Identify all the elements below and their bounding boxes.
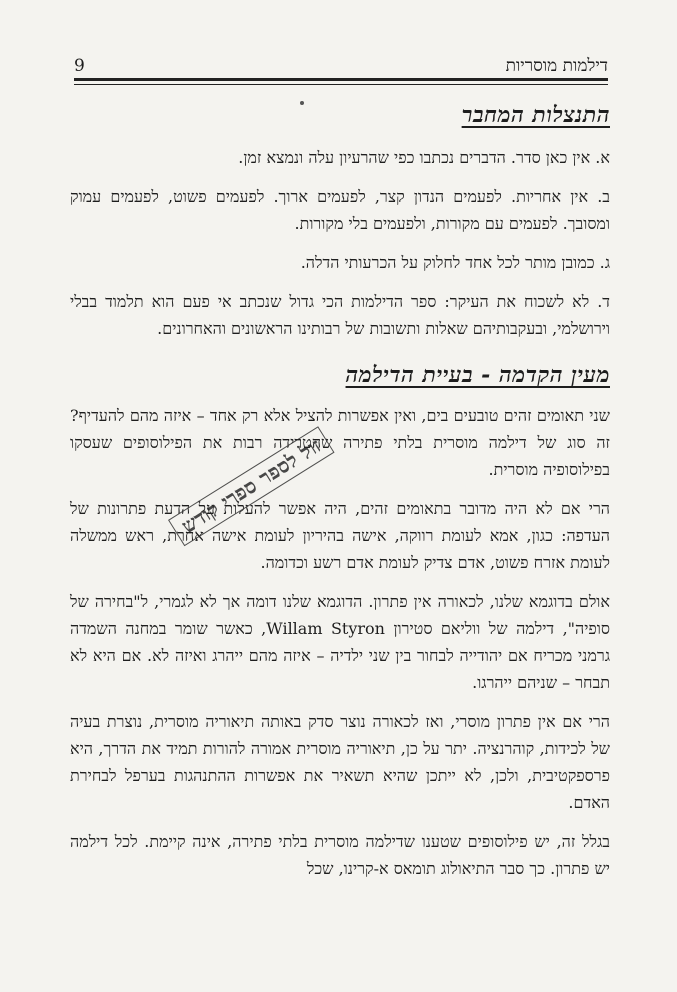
header-rule-thin (74, 84, 608, 85)
header-rule-thick (74, 78, 608, 81)
section-heading-introduction: מעין הקדמה - בעיית הדילמה (345, 362, 610, 388)
apology-paragraph: ג. כמובן מותר לכל אחד לחלוק על הכרעותי הדלה. (300, 253, 610, 272)
apology-paragraph: א. אין כאן סדר. הדברים נכתבו כפי שהרעיון עלה ונמצא זמן. (238, 148, 610, 167)
intro-paragraph: הרי אם אין פתרון מוסרי, ואז לכאורה נוצר סדק באותה תיאוריה מוסרית, נוצרת בעיה של לכידות, קוהרנציה. יתר על כן, תיאוריה מוסרית אמורה להורות תמיד את הדרך, היא פרספקטיבית, ולכן, לא ייתכן שהיא תשאיר את אפשרות ההתנהגות בערפל לבחירת האדם. (70, 712, 611, 812)
page-number: 9 (74, 56, 85, 76)
intro-paragraph: שני תאומים זהים טובעים בים, ואין אפשרות להציל אלא רק אחד – איזה מהם להעדיף? זה סוג של דילמה מוסרית בלתי פתירה שהטרידה רבות את הפילוסופים שעסקו בפילוסופיה מוסרית. (70, 406, 610, 479)
page-content (70, 100, 610, 894)
section-heading-apology: התנצלות המחבר (461, 102, 610, 128)
page-header (74, 54, 608, 84)
stamp-watermark: זול לספר ספרי קודש (168, 426, 335, 546)
intro-paragraph: אולם בדוגמא שלנו, לכאורה אין פתרון. הדוגמא שלנו דומה אך לא לגמרי, ל"בחירה של סופיה", דילמה של ווליאם סטירון Willam Styron, כאשר שומר במחנה השמדה גרמני מכריח אם יהודייה לבחור בין שני ילדיה – איזה מהם ייהרג ואיזה לא. אם היא לא תבחר – שניהם ייהרגו. (70, 592, 611, 692)
apology-paragraph: ב. אין אחריות. לפעמים הנדון קצר, לפעמים ארוך. לפעמים פשוט, לפעמים עמוק ומסובך. לפעמים עם מקורות, ולפעמים בלי מקורות. (70, 187, 611, 233)
running-title: דילמות מוסריות (505, 56, 608, 76)
intro-paragraph: בגלל זה, יש פילוסופים שטענו שדילמה מוסרית בלתי פתירה, אינה קיימת. לכל דילמה יש פתרון. כך סבר התיאולוג תומאס א-קרינו, שכל (70, 832, 610, 878)
apology-paragraph: ד. לא לשכוח את העיקר: ספר הדילמות הכי גדול שנכתב אי פעם הוא תלמוד בבלי וירושלמי, ובעקבותיהם שאלות ותשובות של רבותינו הראשונים והאחרונים. (70, 292, 610, 338)
intro-paragraph: הרי אם לא היה מדובר בתאומים זהים, היה אפשר להעלות על הדעת פתרונות של העדפה: כגון, אמא לעומת רווקה, אישה בהיריון לעומת אישה אחרת, ראש ממשלה לעומת אזרח פשוט, אדם צדיק לעומת אדם רשע וכדומה. (70, 499, 610, 572)
